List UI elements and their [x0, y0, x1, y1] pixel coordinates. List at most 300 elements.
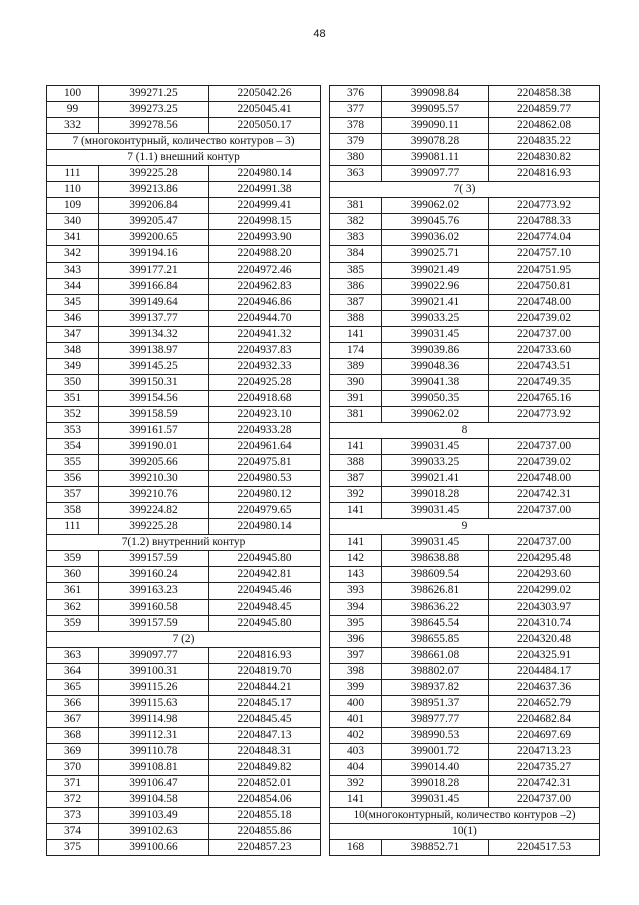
- x-coordinate: 398638.88: [382, 551, 489, 567]
- x-coordinate: 399213.86: [99, 182, 209, 198]
- x-coordinate: 399036.02: [382, 230, 489, 246]
- y-coordinate: 2204637.36: [489, 679, 600, 695]
- x-coordinate: 399098.84: [382, 86, 489, 102]
- table-row: [330, 198, 600, 214]
- y-coordinate: 2204737.00: [489, 326, 600, 342]
- x-coordinate: 399161.57: [99, 422, 209, 438]
- point-number: 378: [330, 118, 382, 134]
- y-coordinate: 2204830.82: [489, 150, 600, 166]
- x-coordinate: 399194.16: [99, 246, 209, 262]
- point-number: 400: [330, 695, 382, 711]
- point-number: 174: [330, 342, 382, 358]
- y-coordinate: 2204945.80: [209, 615, 321, 631]
- point-number: 109: [47, 198, 99, 214]
- y-coordinate: 2204980.14: [209, 519, 321, 535]
- x-coordinate: 399158.59: [99, 406, 209, 422]
- x-coordinate: 398645.54: [382, 615, 489, 631]
- y-coordinate: 2204765.16: [489, 390, 600, 406]
- y-coordinate: 2204932.33: [209, 358, 321, 374]
- table-row: [330, 487, 600, 503]
- table-row: [47, 358, 321, 374]
- y-coordinate: 2204310.74: [489, 615, 600, 631]
- y-coordinate: 2204743.51: [489, 358, 600, 374]
- y-coordinate: 2204979.65: [209, 503, 321, 519]
- x-coordinate: 399018.28: [382, 776, 489, 792]
- x-coordinate: 399112.31: [99, 727, 209, 743]
- y-coordinate: 2204858.38: [489, 86, 600, 102]
- table-row: [330, 310, 600, 326]
- x-coordinate: 399014.40: [382, 759, 489, 775]
- table-row: [330, 567, 600, 583]
- x-coordinate: 399048.36: [382, 358, 489, 374]
- y-coordinate: 2204816.93: [489, 166, 600, 182]
- x-coordinate: 399177.21: [99, 262, 209, 278]
- x-coordinate: 399100.31: [99, 663, 209, 679]
- table-row: [330, 374, 600, 390]
- y-coordinate: 2204739.02: [489, 455, 600, 471]
- table-row: [47, 374, 321, 390]
- table-row: [330, 406, 600, 422]
- point-number: 392: [330, 776, 382, 792]
- y-coordinate: 2204925.28: [209, 374, 321, 390]
- x-coordinate: 399104.58: [99, 792, 209, 808]
- table-row: [330, 246, 600, 262]
- table-row: [47, 198, 321, 214]
- table-row: [330, 230, 600, 246]
- point-number: 345: [47, 294, 99, 310]
- x-coordinate: 399157.59: [99, 551, 209, 567]
- section-header-row: [330, 519, 600, 535]
- section-header-row: [330, 422, 600, 438]
- table-row: [47, 679, 321, 695]
- y-coordinate: 2204737.00: [489, 503, 600, 519]
- x-coordinate: 399271.25: [99, 86, 209, 102]
- table-row: [47, 86, 321, 102]
- point-number: 365: [47, 679, 99, 695]
- y-coordinate: 2204773.92: [489, 198, 600, 214]
- point-number: 350: [47, 374, 99, 390]
- y-coordinate: 2204845.45: [209, 711, 321, 727]
- point-number: 363: [47, 647, 99, 663]
- y-coordinate: 2204975.81: [209, 455, 321, 471]
- y-coordinate: 2204854.06: [209, 792, 321, 808]
- x-coordinate: 399021.49: [382, 262, 489, 278]
- point-number: 353: [47, 422, 99, 438]
- y-coordinate: 2204713.23: [489, 743, 600, 759]
- x-coordinate: 399031.45: [382, 326, 489, 342]
- x-coordinate: 399102.63: [99, 824, 209, 840]
- y-coordinate: 2204751.95: [489, 262, 600, 278]
- table-row: [47, 727, 321, 743]
- table-row: [330, 776, 600, 792]
- table-row: [47, 583, 321, 599]
- point-number: 141: [330, 503, 382, 519]
- table-row: [330, 278, 600, 294]
- table-body-left: [47, 86, 321, 856]
- point-number: 388: [330, 455, 382, 471]
- x-coordinate: 399062.02: [382, 198, 489, 214]
- x-coordinate: 399050.35: [382, 390, 489, 406]
- point-number: 397: [330, 647, 382, 663]
- point-number: 360: [47, 567, 99, 583]
- table-row: [330, 102, 600, 118]
- point-number: 356: [47, 471, 99, 487]
- x-coordinate: 399097.77: [382, 166, 489, 182]
- point-number: 381: [330, 406, 382, 422]
- point-number: 366: [47, 695, 99, 711]
- y-coordinate: 2204980.12: [209, 487, 321, 503]
- y-coordinate: 2204682.84: [489, 711, 600, 727]
- y-coordinate: 2205042.26: [209, 86, 321, 102]
- y-coordinate: 2204845.17: [209, 695, 321, 711]
- point-number: 110: [47, 182, 99, 198]
- y-coordinate: 2204484.17: [489, 663, 600, 679]
- y-coordinate: 2204945.80: [209, 551, 321, 567]
- point-number: 388: [330, 310, 382, 326]
- x-coordinate: 398977.77: [382, 711, 489, 727]
- x-coordinate: 398655.85: [382, 631, 489, 647]
- point-number: 371: [47, 776, 99, 792]
- table-row: [330, 695, 600, 711]
- point-number: 384: [330, 246, 382, 262]
- table-row: [330, 583, 600, 599]
- point-number: 359: [47, 551, 99, 567]
- x-coordinate: 399206.84: [99, 198, 209, 214]
- y-coordinate: 2204737.00: [489, 439, 600, 455]
- y-coordinate: 2204299.02: [489, 583, 600, 599]
- point-number: 390: [330, 374, 382, 390]
- x-coordinate: 399200.65: [99, 230, 209, 246]
- section-header: 9: [330, 519, 600, 535]
- point-number: 358: [47, 503, 99, 519]
- x-coordinate: 399106.47: [99, 776, 209, 792]
- point-number: 351: [47, 390, 99, 406]
- x-coordinate: 399225.28: [99, 166, 209, 182]
- y-coordinate: 2204933.28: [209, 422, 321, 438]
- table-row: [47, 230, 321, 246]
- y-coordinate: 2204980.53: [209, 471, 321, 487]
- point-number: 168: [330, 840, 382, 856]
- point-number: 355: [47, 455, 99, 471]
- point-number: 141: [330, 439, 382, 455]
- y-coordinate: 2204999.41: [209, 198, 321, 214]
- x-coordinate: 399100.66: [99, 840, 209, 856]
- table-row: [47, 439, 321, 455]
- point-number: 375: [47, 840, 99, 856]
- y-coordinate: 2204972.46: [209, 262, 321, 278]
- x-coordinate: 399021.41: [382, 471, 489, 487]
- point-number: 348: [47, 342, 99, 358]
- x-coordinate: 398852.71: [382, 840, 489, 856]
- table-row: [330, 711, 600, 727]
- table-row: [47, 743, 321, 759]
- table-row: [330, 631, 600, 647]
- y-coordinate: 2204918.68: [209, 390, 321, 406]
- point-number: 111: [47, 166, 99, 182]
- table-row: [330, 679, 600, 695]
- table-row: [47, 455, 321, 471]
- table-row: [330, 134, 600, 150]
- point-number: 349: [47, 358, 99, 374]
- table-row: [47, 406, 321, 422]
- point-number: 380: [330, 150, 382, 166]
- section-header: 7( 3): [330, 182, 600, 198]
- section-header: 7 (2): [47, 631, 321, 647]
- y-coordinate: 2204857.23: [209, 840, 321, 856]
- point-number: 369: [47, 743, 99, 759]
- table-row: [330, 759, 600, 775]
- y-coordinate: 2204946.86: [209, 294, 321, 310]
- point-number: 395: [330, 615, 382, 631]
- table-row: [47, 390, 321, 406]
- table-row: [330, 792, 600, 808]
- y-coordinate: 2204944.70: [209, 310, 321, 326]
- y-coordinate: 2204742.31: [489, 487, 600, 503]
- point-number: 341: [47, 230, 99, 246]
- x-coordinate: 399081.11: [382, 150, 489, 166]
- y-coordinate: 2204697.69: [489, 727, 600, 743]
- section-header: 7(1.2) внутренний контур: [47, 535, 321, 551]
- x-coordinate: 399103.49: [99, 808, 209, 824]
- table-row: [330, 150, 600, 166]
- table-row: [330, 743, 600, 759]
- point-number: 392: [330, 487, 382, 503]
- x-coordinate: 399205.47: [99, 214, 209, 230]
- x-coordinate: 399001.72: [382, 743, 489, 759]
- y-coordinate: 2204862.08: [489, 118, 600, 134]
- point-number: 379: [330, 134, 382, 150]
- y-coordinate: 2205050.17: [209, 118, 321, 134]
- point-number: 344: [47, 278, 99, 294]
- table-row: [47, 487, 321, 503]
- point-number: 401: [330, 711, 382, 727]
- point-number: 374: [47, 824, 99, 840]
- x-coordinate: 398609.54: [382, 567, 489, 583]
- x-coordinate: 399041.38: [382, 374, 489, 390]
- x-coordinate: 399145.25: [99, 358, 209, 374]
- point-number: 403: [330, 743, 382, 759]
- y-coordinate: 2204945.46: [209, 583, 321, 599]
- point-number: 332: [47, 118, 99, 134]
- table-row: [330, 439, 600, 455]
- y-coordinate: 2204652.79: [489, 695, 600, 711]
- x-coordinate: 399110.78: [99, 743, 209, 759]
- x-coordinate: 399154.56: [99, 390, 209, 406]
- point-number: 387: [330, 294, 382, 310]
- table-row: [47, 567, 321, 583]
- table-row: [330, 390, 600, 406]
- table-row: [330, 663, 600, 679]
- y-coordinate: 2204855.18: [209, 808, 321, 824]
- x-coordinate: 399031.45: [382, 503, 489, 519]
- section-header: 10(1): [330, 824, 600, 840]
- y-coordinate: 2204859.77: [489, 102, 600, 118]
- table-row: [330, 727, 600, 743]
- point-number: 404: [330, 759, 382, 775]
- y-coordinate: 2204942.81: [209, 567, 321, 583]
- table-row: [47, 182, 321, 198]
- y-coordinate: 2204325.91: [489, 647, 600, 663]
- table-row: [47, 759, 321, 775]
- section-header-row: [47, 134, 321, 150]
- point-number: 141: [330, 535, 382, 551]
- section-header: 7 (многоконтурный, количество контуров – 3): [47, 134, 321, 150]
- x-coordinate: 399149.64: [99, 294, 209, 310]
- x-coordinate: 399225.28: [99, 519, 209, 535]
- point-number: 354: [47, 439, 99, 455]
- point-number: 343: [47, 262, 99, 278]
- y-coordinate: 2204773.92: [489, 406, 600, 422]
- x-coordinate: 398937.82: [382, 679, 489, 695]
- table-row: [330, 840, 600, 856]
- x-coordinate: 399166.84: [99, 278, 209, 294]
- table-row: [47, 310, 321, 326]
- y-coordinate: 2204849.82: [209, 759, 321, 775]
- table-row: [47, 422, 321, 438]
- x-coordinate: 399031.45: [382, 792, 489, 808]
- table-row: [47, 695, 321, 711]
- y-coordinate: 2204961.64: [209, 439, 321, 455]
- point-number: 368: [47, 727, 99, 743]
- y-coordinate: 2204517.53: [489, 840, 600, 856]
- table-row: [47, 792, 321, 808]
- x-coordinate: 398990.53: [382, 727, 489, 743]
- section-header: 8: [330, 422, 600, 438]
- table-row: [330, 535, 600, 551]
- point-number: 100: [47, 86, 99, 102]
- table-row: [330, 471, 600, 487]
- y-coordinate: 2204937.83: [209, 342, 321, 358]
- x-coordinate: 399115.63: [99, 695, 209, 711]
- y-coordinate: 2204733.60: [489, 342, 600, 358]
- table-row: [330, 551, 600, 567]
- table-row: [330, 615, 600, 631]
- x-coordinate: 399150.31: [99, 374, 209, 390]
- y-coordinate: 2204295.48: [489, 551, 600, 567]
- point-number: 387: [330, 471, 382, 487]
- point-number: 372: [47, 792, 99, 808]
- table-row: [47, 808, 321, 824]
- table-row: [330, 503, 600, 519]
- table-row: [47, 711, 321, 727]
- y-coordinate: 2204835.22: [489, 134, 600, 150]
- x-coordinate: 399031.45: [382, 535, 489, 551]
- x-coordinate: 399115.26: [99, 679, 209, 695]
- y-coordinate: 2204962.83: [209, 278, 321, 294]
- x-coordinate: 399108.81: [99, 759, 209, 775]
- y-coordinate: 2204948.45: [209, 599, 321, 615]
- x-coordinate: 399160.24: [99, 567, 209, 583]
- x-coordinate: 399114.98: [99, 711, 209, 727]
- y-coordinate: 2204737.00: [489, 792, 600, 808]
- y-coordinate: 2204303.97: [489, 599, 600, 615]
- x-coordinate: 399095.57: [382, 102, 489, 118]
- point-number: 391: [330, 390, 382, 406]
- point-number: 357: [47, 487, 99, 503]
- y-coordinate: 2204749.35: [489, 374, 600, 390]
- table-row: [47, 519, 321, 535]
- y-coordinate: 2204991.38: [209, 182, 321, 198]
- y-coordinate: 2204742.31: [489, 776, 600, 792]
- point-number: 398: [330, 663, 382, 679]
- y-coordinate: 2204941.32: [209, 326, 321, 342]
- table-row: [47, 840, 321, 856]
- point-number: 393: [330, 583, 382, 599]
- x-coordinate: 399138.97: [99, 342, 209, 358]
- x-coordinate: 399134.32: [99, 326, 209, 342]
- y-coordinate: 2204816.93: [209, 647, 321, 663]
- table-row: [47, 342, 321, 358]
- table-row: [47, 166, 321, 182]
- table-row: [330, 647, 600, 663]
- point-number: 399: [330, 679, 382, 695]
- x-coordinate: 398661.08: [382, 647, 489, 663]
- point-number: 347: [47, 326, 99, 342]
- y-coordinate: 2204852.01: [209, 776, 321, 792]
- section-header-row: [47, 150, 321, 166]
- section-header: 7 (1.1) внешний контур: [47, 150, 321, 166]
- x-coordinate: 399025.71: [382, 246, 489, 262]
- x-coordinate: 399224.82: [99, 503, 209, 519]
- point-number: 385: [330, 262, 382, 278]
- y-coordinate: 2204293.60: [489, 567, 600, 583]
- y-coordinate: 2204750.81: [489, 278, 600, 294]
- table-row: [47, 663, 321, 679]
- section-header: 10(многоконтурный, количество контуров –2): [330, 808, 600, 824]
- point-number: 361: [47, 583, 99, 599]
- y-coordinate: 2204847.13: [209, 727, 321, 743]
- table-row: [47, 824, 321, 840]
- y-coordinate: 2204855.86: [209, 824, 321, 840]
- section-header-row: [330, 824, 600, 840]
- table-body-right: [330, 86, 600, 856]
- table-row: [47, 278, 321, 294]
- point-number: 340: [47, 214, 99, 230]
- point-number: 376: [330, 86, 382, 102]
- table-row: [47, 214, 321, 230]
- table-row: [330, 118, 600, 134]
- coordinates-table-left: [46, 85, 321, 856]
- table-row: [47, 102, 321, 118]
- x-coordinate: 399137.77: [99, 310, 209, 326]
- x-coordinate: 399278.56: [99, 118, 209, 134]
- y-coordinate: 2204737.00: [489, 535, 600, 551]
- point-number: 143: [330, 567, 382, 583]
- x-coordinate: 399039.86: [382, 342, 489, 358]
- x-coordinate: 399163.23: [99, 583, 209, 599]
- table-row: [330, 455, 600, 471]
- y-coordinate: 2204980.14: [209, 166, 321, 182]
- x-coordinate: 399031.45: [382, 439, 489, 455]
- table-row: [330, 342, 600, 358]
- page-number: 48: [313, 28, 326, 40]
- y-coordinate: 2204739.02: [489, 310, 600, 326]
- point-number: 99: [47, 102, 99, 118]
- x-coordinate: 399273.25: [99, 102, 209, 118]
- point-number: 370: [47, 759, 99, 775]
- point-number: 359: [47, 615, 99, 631]
- x-coordinate: 399021.41: [382, 294, 489, 310]
- table-row: [330, 86, 600, 102]
- table-row: [47, 551, 321, 567]
- y-coordinate: 2204748.00: [489, 294, 600, 310]
- y-coordinate: 2204757.10: [489, 246, 600, 262]
- point-number: 111: [47, 519, 99, 535]
- x-coordinate: 399205.66: [99, 455, 209, 471]
- x-coordinate: 399022.96: [382, 278, 489, 294]
- point-number: 362: [47, 599, 99, 615]
- x-coordinate: 399090.11: [382, 118, 489, 134]
